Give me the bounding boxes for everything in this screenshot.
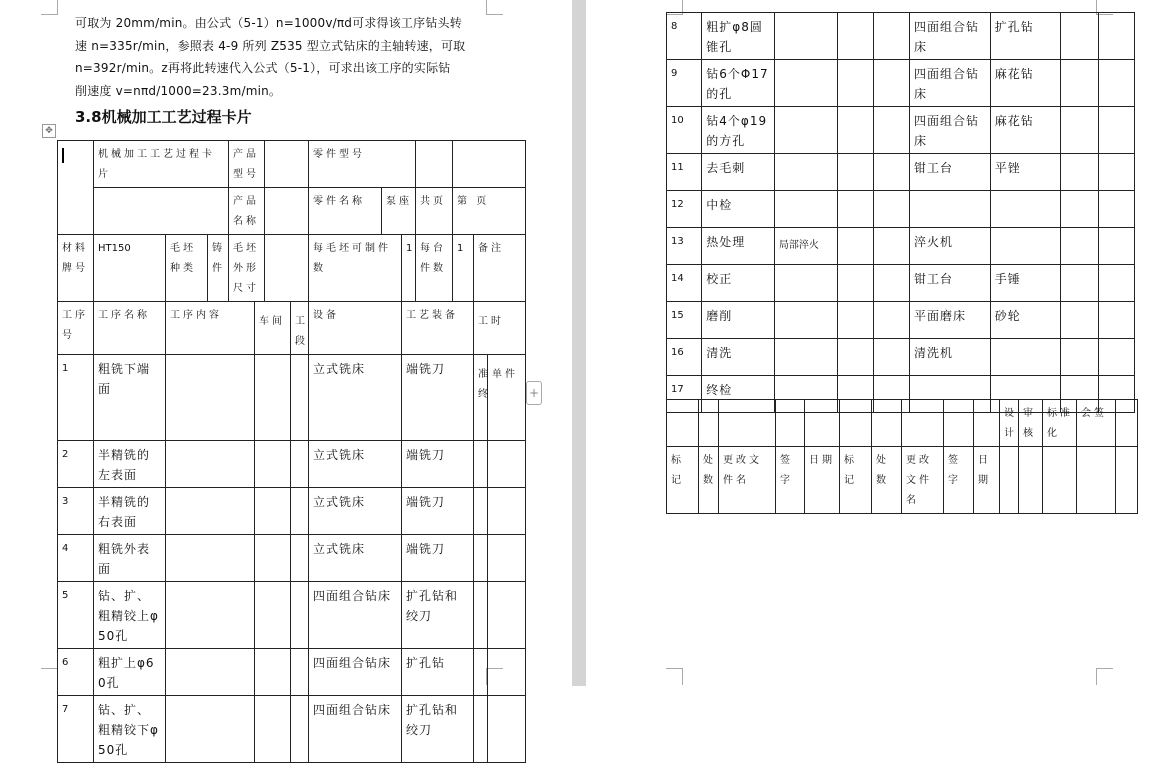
op-content[interactable]: [774, 302, 838, 339]
op-equipment: 四面组合钻床: [910, 107, 991, 154]
op-prep-time[interactable]: [1061, 13, 1098, 60]
op-tooling: 扩孔钻: [402, 649, 474, 696]
op-section[interactable]: [873, 228, 909, 265]
op-section[interactable]: [873, 191, 909, 228]
op-content[interactable]: [774, 60, 838, 107]
page-corner-mark: [666, 668, 683, 685]
op-section[interactable]: [873, 13, 909, 60]
op-name: 粗扩上φ60孔: [94, 649, 166, 696]
op-workshop[interactable]: [838, 191, 873, 228]
signoff-sign-label: 签字: [776, 447, 805, 514]
signoff-table: [666, 399, 1138, 514]
op-unit-time[interactable]: [488, 696, 526, 763]
op-tooling: 砂轮: [990, 302, 1061, 339]
part-model-extra[interactable]: [453, 141, 526, 188]
op-section[interactable]: [873, 154, 909, 191]
material-label: 材料牌号: [58, 235, 94, 302]
op-workshop[interactable]: [255, 582, 291, 649]
op-name: 去毛刺: [702, 154, 775, 191]
signoff-blank: [1077, 447, 1116, 514]
remarks-label: 备注: [474, 235, 526, 302]
blank-size-label: 毛坯外形尺寸: [229, 235, 265, 302]
op-name: 半精铣的右表面: [94, 488, 166, 535]
op-name: 钻、扩、粗精铰上φ50孔: [94, 582, 166, 649]
op-workshop[interactable]: [838, 339, 873, 376]
op-section[interactable]: [873, 60, 909, 107]
col-unit-time: 单件: [488, 355, 526, 441]
parts-per-blank-value: 1: [402, 235, 416, 302]
signoff-date-label-2: 日期: [974, 447, 1000, 514]
op-prep-time[interactable]: [1061, 339, 1098, 376]
op-content[interactable]: [166, 582, 255, 649]
signoff-date-label: 日期: [805, 447, 840, 514]
op-unit-time[interactable]: [1098, 60, 1134, 107]
op-prep-time[interactable]: [474, 441, 488, 488]
op-tooling: 扩孔钻和绞刀: [402, 582, 474, 649]
col-equipment: 设备: [309, 302, 402, 355]
op-workshop[interactable]: [838, 265, 873, 302]
op-tooling: 端铣刀: [402, 441, 474, 488]
blank-size-value[interactable]: [265, 235, 309, 302]
add-column-button[interactable]: +: [526, 381, 542, 405]
op-prep-time[interactable]: [1061, 191, 1098, 228]
op-tooling: 端铣刀: [402, 535, 474, 582]
signoff-blank: [776, 400, 805, 447]
op-number: 4: [58, 535, 94, 582]
op-name: 磨削: [702, 302, 775, 339]
op-name: 热处理: [702, 228, 775, 265]
paragraph-line: 可取为 20mm/min。由公式（5-1）n=1000v/πd可求得该工序钻头转: [75, 16, 462, 30]
card-title-blank: [94, 188, 229, 235]
op-prep-time[interactable]: [1061, 60, 1098, 107]
op-number: 11: [667, 154, 702, 191]
op-section[interactable]: [291, 488, 309, 535]
table-row: [667, 302, 1135, 339]
signoff-change-doc-label: 更改文件名: [719, 447, 776, 514]
op-workshop[interactable]: [838, 154, 873, 191]
op-equipment: 四面组合钻床: [309, 696, 402, 763]
part-name-label: 零件名称: [309, 188, 382, 235]
op-number: 15: [667, 302, 702, 339]
col-time: 工时: [474, 302, 526, 355]
product-name-label: 产品名称: [229, 188, 265, 235]
op-equipment: 四面组合钻床: [309, 582, 402, 649]
op-name: 粗扩φ8圆锥孔: [702, 13, 775, 60]
card-title: 机械加工工艺过程卡片: [94, 141, 229, 188]
op-workshop[interactable]: [255, 355, 291, 441]
table-row: [58, 582, 526, 649]
op-equipment: 四面组合钻床: [910, 13, 991, 60]
op-prep-time[interactable]: [1061, 265, 1098, 302]
op-unit-time[interactable]: [1098, 13, 1134, 60]
signoff-place-label-2: 处数: [872, 447, 902, 514]
op-unit-time[interactable]: [1098, 228, 1134, 265]
table-row: [58, 649, 526, 696]
signoff-mark-label: 标记: [667, 447, 699, 514]
table-row: [667, 154, 1135, 191]
op-content[interactable]: [774, 191, 838, 228]
op-equipment: 立式铣床: [309, 441, 402, 488]
op-name: 钻6个Φ17的孔: [702, 60, 775, 107]
table-row: [667, 339, 1135, 376]
op-number: 16: [667, 339, 702, 376]
op-prep-time[interactable]: [474, 582, 488, 649]
page-corner-mark: [486, 0, 503, 15]
op-tooling: 端铣刀: [402, 488, 474, 535]
signoff-blank: [1116, 400, 1138, 447]
signoff-change-doc-label-2: 更改文件名: [902, 447, 944, 514]
op-equipment: 四面组合钻床: [309, 649, 402, 696]
signoff-mark-label-2: 标记: [840, 447, 872, 514]
part-model-value[interactable]: [416, 141, 453, 188]
blank-type-label: 毛坯种类: [166, 235, 208, 302]
part-name-value: 泵座: [382, 188, 416, 235]
op-section[interactable]: [291, 649, 309, 696]
op-unit-time[interactable]: [1098, 107, 1134, 154]
total-pages-label: 共页: [416, 188, 453, 235]
op-tooling: [990, 339, 1061, 376]
op-name: 粗铣外表面: [94, 535, 166, 582]
table-row: [667, 60, 1135, 107]
signoff-place-label: 处数: [699, 447, 719, 514]
op-section[interactable]: [291, 441, 309, 488]
op-content[interactable]: [166, 441, 255, 488]
signoff-blank: [974, 400, 1000, 447]
col-workshop: 车间: [255, 302, 291, 355]
table-row: [667, 265, 1135, 302]
op-content[interactable]: [774, 13, 838, 60]
op-equipment: 平面磨床: [910, 302, 991, 339]
op-section[interactable]: [291, 582, 309, 649]
op-name: 半精铣的左表面: [94, 441, 166, 488]
product-model-label: 产品型号: [229, 141, 265, 188]
per-machine-value: 1: [453, 235, 474, 302]
op-unit-time[interactable]: [488, 441, 526, 488]
op-equipment: 钳工台: [910, 154, 991, 191]
op-number: 17: [667, 376, 702, 413]
op-tooling: 端铣刀: [402, 355, 474, 441]
op-tooling: 平锉: [990, 154, 1061, 191]
op-content[interactable]: 局部淬火: [774, 228, 838, 265]
table-row: [667, 13, 1135, 60]
signoff-countersign-label: 会签: [1077, 400, 1116, 447]
op-number: 8: [667, 13, 702, 60]
op-workshop[interactable]: [838, 107, 873, 154]
op-number: 3: [58, 488, 94, 535]
op-number: 13: [667, 228, 702, 265]
op-unit-time[interactable]: [488, 649, 526, 696]
page-corner-mark: [41, 0, 58, 15]
op-number: 10: [667, 107, 702, 154]
op-section[interactable]: [873, 339, 909, 376]
op-name: 钻4个φ19的方孔: [702, 107, 775, 154]
per-machine-label: 每台件数: [416, 235, 453, 302]
body-paragraph: [75, 12, 487, 102]
op-content[interactable]: [774, 339, 838, 376]
signoff-blank: [805, 400, 840, 447]
table-row: [667, 228, 1135, 265]
op-section[interactable]: [873, 302, 909, 339]
op-equipment: 立式铣床: [309, 535, 402, 582]
op-unit-time[interactable]: [488, 488, 526, 535]
op-prep-time[interactable]: [1061, 107, 1098, 154]
op-content[interactable]: [166, 535, 255, 582]
op-number: 5: [58, 582, 94, 649]
process-card-table-continued: [666, 12, 1135, 413]
op-workshop[interactable]: [838, 60, 873, 107]
table-row: [58, 696, 526, 763]
op-unit-time[interactable]: [1098, 191, 1134, 228]
op-number: 7: [58, 696, 94, 763]
section-heading: 3.8机械加工工艺过程卡片: [75, 108, 252, 126]
text-cursor: [62, 148, 64, 163]
table-row: [667, 191, 1135, 228]
op-equipment: [910, 191, 991, 228]
col-op-no: 工序号: [58, 302, 94, 355]
op-workshop[interactable]: [255, 535, 291, 582]
op-name: 校正: [702, 265, 775, 302]
product-model-value[interactable]: [265, 141, 309, 188]
op-tooling: 麻花钻: [990, 60, 1061, 107]
op-workshop[interactable]: [838, 228, 873, 265]
op-content[interactable]: [166, 488, 255, 535]
op-workshop[interactable]: [838, 302, 873, 339]
op-section[interactable]: [873, 107, 909, 154]
op-prep-time[interactable]: [1061, 228, 1098, 265]
op-unit-time[interactable]: [488, 582, 526, 649]
op-name: 清洗: [702, 339, 775, 376]
page-gap: [572, 0, 586, 686]
op-section[interactable]: [291, 535, 309, 582]
signoff-review-label: 审核: [1019, 400, 1043, 447]
op-name: 粗铣下端面: [94, 355, 166, 441]
page-corner-mark: [1096, 668, 1113, 685]
op-number: 2: [58, 441, 94, 488]
op-section[interactable]: [291, 696, 309, 763]
signoff-blank: [902, 400, 944, 447]
op-unit-time[interactable]: [1098, 339, 1134, 376]
op-equipment: 四面组合钻床: [910, 60, 991, 107]
op-number: 1: [58, 355, 94, 441]
card-logo-cell[interactable]: [58, 141, 94, 235]
op-tooling: [990, 228, 1061, 265]
table-row: [667, 107, 1135, 154]
op-equipment: 立式铣床: [309, 355, 402, 441]
op-number: 9: [667, 60, 702, 107]
col-tooling: 工艺装备: [402, 302, 474, 355]
op-content[interactable]: [774, 107, 838, 154]
material-value: HT150: [94, 235, 166, 302]
op-prep-time[interactable]: [1061, 302, 1098, 339]
parts-per-blank-label: 每毛坯可制件数: [309, 235, 402, 302]
op-name: 中检: [702, 191, 775, 228]
op-prep-time[interactable]: [474, 696, 488, 763]
op-number: 6: [58, 649, 94, 696]
op-section[interactable]: [873, 265, 909, 302]
signoff-blank: [699, 400, 719, 447]
page-corner-mark: [41, 668, 58, 685]
signoff-blank: [944, 400, 974, 447]
col-prep-time: 准终: [474, 355, 488, 441]
signoff-design-label: 设计: [1000, 400, 1019, 447]
signoff-blank: [1116, 447, 1138, 514]
op-unit-time[interactable]: [1098, 302, 1134, 339]
op-workshop[interactable]: [255, 649, 291, 696]
op-unit-time[interactable]: [1098, 154, 1134, 191]
table-row: [58, 488, 526, 535]
signoff-blank: [667, 400, 699, 447]
op-tooling: [990, 191, 1061, 228]
part-model-label: 零件型号: [309, 141, 416, 188]
signoff-blank: [1019, 447, 1043, 514]
table-row: [58, 441, 526, 488]
process-card-table: [57, 140, 526, 763]
op-tooling: 扩孔钻和绞刀: [402, 696, 474, 763]
product-name-value[interactable]: [265, 188, 309, 235]
signoff-blank: [1000, 447, 1019, 514]
op-tooling: 手锤: [990, 265, 1061, 302]
op-prep-time[interactable]: [474, 535, 488, 582]
blank-type-value: 铸件: [208, 235, 229, 302]
op-number: 14: [667, 265, 702, 302]
paragraph-line: n=392r/min。z再将此转速代入公式（5-1），可求出该工序的实际钻: [75, 61, 451, 76]
op-content[interactable]: [166, 649, 255, 696]
op-equipment: 立式铣床: [309, 488, 402, 535]
col-op-name: 工序名称: [94, 302, 166, 355]
signoff-blank: [1043, 447, 1077, 514]
op-tooling: 扩孔钻: [990, 13, 1061, 60]
op-tooling: 麻花钻: [990, 107, 1061, 154]
col-op-content: 工序内容: [166, 302, 255, 355]
col-section: 工段: [291, 302, 309, 355]
op-equipment: 清洗机: [910, 339, 991, 376]
signoff-standardize-label: 标准化: [1043, 400, 1077, 447]
op-prep-time[interactable]: [474, 649, 488, 696]
op-workshop[interactable]: [255, 696, 291, 763]
op-content[interactable]: [774, 265, 838, 302]
table-move-handle-icon[interactable]: ✥: [42, 124, 56, 138]
op-workshop[interactable]: [255, 441, 291, 488]
op-name: 钻、扩、粗精铰下φ50孔: [94, 696, 166, 763]
signoff-blank: [872, 400, 902, 447]
paragraph-line: 速 n=335r/min，参照表 4-9 所列 Z535 型立式钻床的主轴转速，可取: [75, 38, 466, 53]
op-workshop[interactable]: [838, 13, 873, 60]
paragraph-line: 削速度 v=nπd/1000=23.3m/min。: [75, 83, 282, 98]
signoff-blank: [840, 400, 872, 447]
op-unit-time[interactable]: [488, 535, 526, 582]
op-name: 终检: [702, 376, 775, 413]
op-number: 12: [667, 191, 702, 228]
table-row: [58, 535, 526, 582]
op-content[interactable]: [166, 355, 255, 441]
page-number-label: 第 页: [453, 188, 526, 235]
signoff-sign-label-2: 签字: [944, 447, 974, 514]
op-equipment: 淬火机: [910, 228, 991, 265]
op-prep-time[interactable]: [1061, 154, 1098, 191]
op-content[interactable]: [166, 696, 255, 763]
op-prep-time[interactable]: [474, 488, 488, 535]
op-workshop[interactable]: [255, 488, 291, 535]
op-content[interactable]: [774, 154, 838, 191]
signoff-blank: [719, 400, 776, 447]
table-row: [58, 355, 526, 441]
op-unit-time[interactable]: [1098, 265, 1134, 302]
op-section[interactable]: [291, 355, 309, 441]
op-equipment: 钳工台: [910, 265, 991, 302]
